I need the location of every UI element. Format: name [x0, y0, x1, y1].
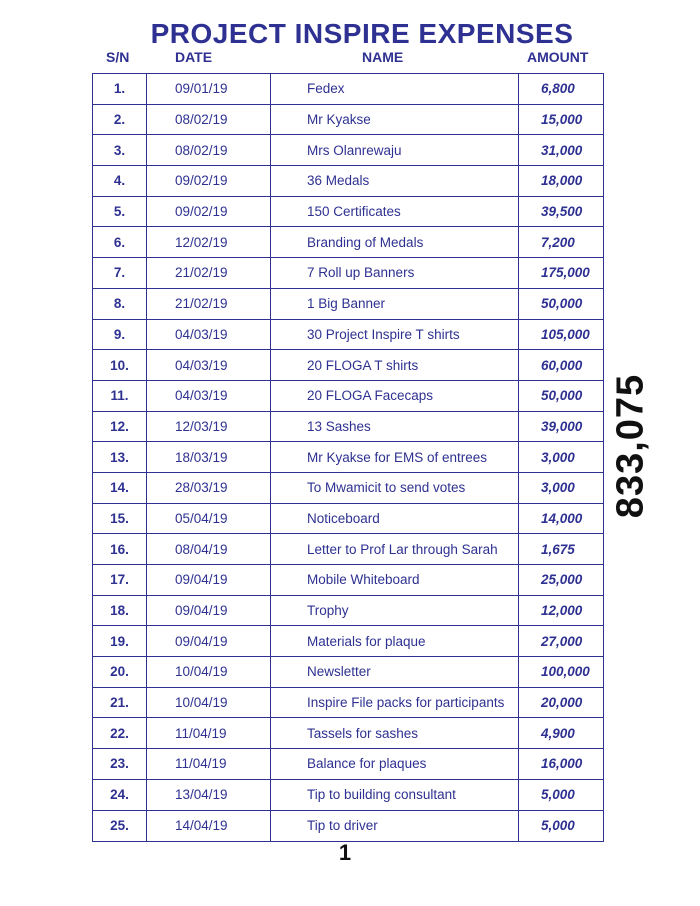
- row-amount: 14,000: [541, 510, 583, 526]
- table-row: [93, 442, 603, 473]
- row-date: 21/02/19: [147, 289, 271, 319]
- row-name: 150 Certificates: [271, 197, 519, 227]
- table-row: [93, 626, 603, 657]
- row-amount: 50,000: [541, 388, 583, 404]
- table-row: [93, 718, 603, 749]
- row-sn: 21.: [93, 688, 147, 718]
- row-amount: 20,000: [541, 695, 583, 711]
- table-row: [93, 74, 603, 105]
- row-name: Branding of Medals: [271, 227, 519, 257]
- row-date: 05/04/19: [147, 504, 271, 534]
- header-amount: AMOUNT: [527, 49, 589, 65]
- table-row: [93, 381, 603, 412]
- row-sn: 13.: [93, 442, 147, 472]
- header-name: NAME: [362, 49, 404, 65]
- table-row: [93, 534, 603, 565]
- row-sn: 20.: [93, 657, 147, 687]
- row-sn: 2.: [93, 105, 147, 135]
- row-amount: 1,675: [541, 541, 575, 557]
- row-sn: 14.: [93, 473, 147, 503]
- table-row: [93, 749, 603, 780]
- table-row: [93, 350, 603, 381]
- row-name: Tassels for sashes: [271, 718, 519, 748]
- row-name: 20 FLOGA Facecaps: [271, 381, 519, 411]
- row-amount: 105,000: [541, 326, 590, 342]
- row-amount: 3,000: [541, 480, 575, 496]
- row-name: 13 Sashes: [271, 412, 519, 442]
- row-date: 21/02/19: [147, 258, 271, 288]
- row-sn: 16.: [93, 534, 147, 564]
- row-amount: 39,500: [541, 204, 583, 220]
- row-sn: 12.: [93, 412, 147, 442]
- row-date: 04/03/19: [147, 350, 271, 380]
- row-amount: 31,000: [541, 142, 583, 158]
- page-number: 1: [338, 840, 352, 865]
- table-row: [93, 227, 603, 258]
- row-name: Tip to building consultant: [271, 780, 519, 810]
- row-date: 08/02/19: [147, 135, 271, 165]
- row-name: Letter to Prof Lar through Sarah: [271, 534, 519, 564]
- table-row: [93, 197, 603, 228]
- row-date: 12/02/19: [147, 227, 271, 257]
- row-sn: 11.: [93, 381, 147, 411]
- row-date: 10/04/19: [147, 688, 271, 718]
- row-date: 18/03/19: [147, 442, 271, 472]
- row-date: 10/04/19: [147, 657, 271, 687]
- row-name: 7 Roll up Banners: [271, 258, 519, 288]
- row-sn: 3.: [93, 135, 147, 165]
- row-date: 12/03/19: [147, 412, 271, 442]
- row-name: Trophy: [271, 596, 519, 626]
- row-name: Fedex: [271, 74, 519, 104]
- row-date: 08/04/19: [147, 534, 271, 564]
- table-row: [93, 258, 603, 289]
- row-name: Noticeboard: [271, 504, 519, 534]
- row-sn: 22.: [93, 718, 147, 748]
- row-date: 09/04/19: [147, 596, 271, 626]
- row-sn: 1.: [93, 74, 147, 104]
- row-sn: 25.: [93, 811, 147, 842]
- row-amount: 7,200: [541, 234, 575, 250]
- row-date: 14/04/19: [147, 811, 271, 842]
- row-date: 04/03/19: [147, 381, 271, 411]
- table-row: [93, 504, 603, 535]
- row-sn: 8.: [93, 289, 147, 319]
- header-sn: S/N: [106, 49, 130, 65]
- table-row: [93, 565, 603, 596]
- row-sn: 19.: [93, 626, 147, 656]
- row-sn: 9.: [93, 320, 147, 350]
- total-amount: 833,075: [609, 373, 652, 519]
- row-sn: 15.: [93, 504, 147, 534]
- row-name: To Mwamicit to send votes: [271, 473, 519, 503]
- row-sn: 6.: [93, 227, 147, 257]
- row-date: 04/03/19: [147, 320, 271, 350]
- row-amount: 3,000: [541, 449, 575, 465]
- table-row: [93, 688, 603, 719]
- row-date: 09/02/19: [147, 197, 271, 227]
- table-row: [93, 811, 603, 842]
- row-name: Mobile Whiteboard: [271, 565, 519, 595]
- row-amount: 25,000: [541, 572, 583, 588]
- table-row: [93, 105, 603, 136]
- row-sn: 7.: [93, 258, 147, 288]
- row-amount: 39,000: [541, 418, 583, 434]
- header-date: DATE: [175, 49, 213, 65]
- table-row: [93, 320, 603, 351]
- row-name: Newsletter: [271, 657, 519, 687]
- row-amount: 16,000: [541, 756, 583, 772]
- row-amount: 27,000: [541, 633, 583, 649]
- row-date: 11/04/19: [147, 749, 271, 779]
- table-row: [93, 780, 603, 811]
- row-sn: 5.: [93, 197, 147, 227]
- row-sn: 17.: [93, 565, 147, 595]
- row-date: 09/02/19: [147, 166, 271, 196]
- row-sn: 18.: [93, 596, 147, 626]
- row-amount: 5,000: [541, 787, 575, 803]
- table-row: [93, 596, 603, 627]
- table-row: [93, 412, 603, 443]
- page-title: PROJECT INSPIRE EXPENSES: [150, 18, 574, 49]
- row-date: 08/02/19: [147, 105, 271, 135]
- row-date: 13/04/19: [147, 780, 271, 810]
- row-amount: 50,000: [541, 296, 583, 312]
- table-row: [93, 289, 603, 320]
- row-name: 20 FLOGA T shirts: [271, 350, 519, 380]
- row-name: Tip to driver: [271, 811, 519, 842]
- table-row: [93, 473, 603, 504]
- row-sn: 10.: [93, 350, 147, 380]
- row-amount: 6,800: [541, 81, 575, 97]
- row-date: 11/04/19: [147, 718, 271, 748]
- row-amount: 15,000: [541, 112, 583, 128]
- table-row: [93, 135, 603, 166]
- row-name: Mrs Olanrewaju: [271, 135, 519, 165]
- row-amount: 18,000: [541, 173, 583, 189]
- table-row: [93, 657, 603, 688]
- row-name: Mr Kyakse: [271, 105, 519, 135]
- row-name: 1 Big Banner: [271, 289, 519, 319]
- row-amount: 175,000: [541, 265, 590, 281]
- row-name: 36 Medals: [271, 166, 519, 196]
- row-amount: 5,000: [541, 818, 575, 834]
- row-amount: 12,000: [541, 603, 583, 619]
- table-row: [93, 166, 603, 197]
- row-sn: 23.: [93, 749, 147, 779]
- row-date: 28/03/19: [147, 473, 271, 503]
- row-sn: 4.: [93, 166, 147, 196]
- row-name: Inspire File packs for participants: [271, 688, 519, 718]
- row-amount: 100,000: [541, 664, 590, 680]
- row-amount: 60,000: [541, 357, 583, 373]
- row-date: 09/04/19: [147, 626, 271, 656]
- row-name: 30 Project Inspire T shirts: [271, 320, 519, 350]
- expenses-table: [92, 73, 604, 842]
- row-date: 09/04/19: [147, 565, 271, 595]
- row-name: Balance for plaques: [271, 749, 519, 779]
- row-amount: 4,900: [541, 725, 575, 741]
- row-date: 09/01/19: [147, 74, 271, 104]
- row-name: Materials for plaque: [271, 626, 519, 656]
- row-name: Mr Kyakse for EMS of entrees: [271, 442, 519, 472]
- row-sn: 24.: [93, 780, 147, 810]
